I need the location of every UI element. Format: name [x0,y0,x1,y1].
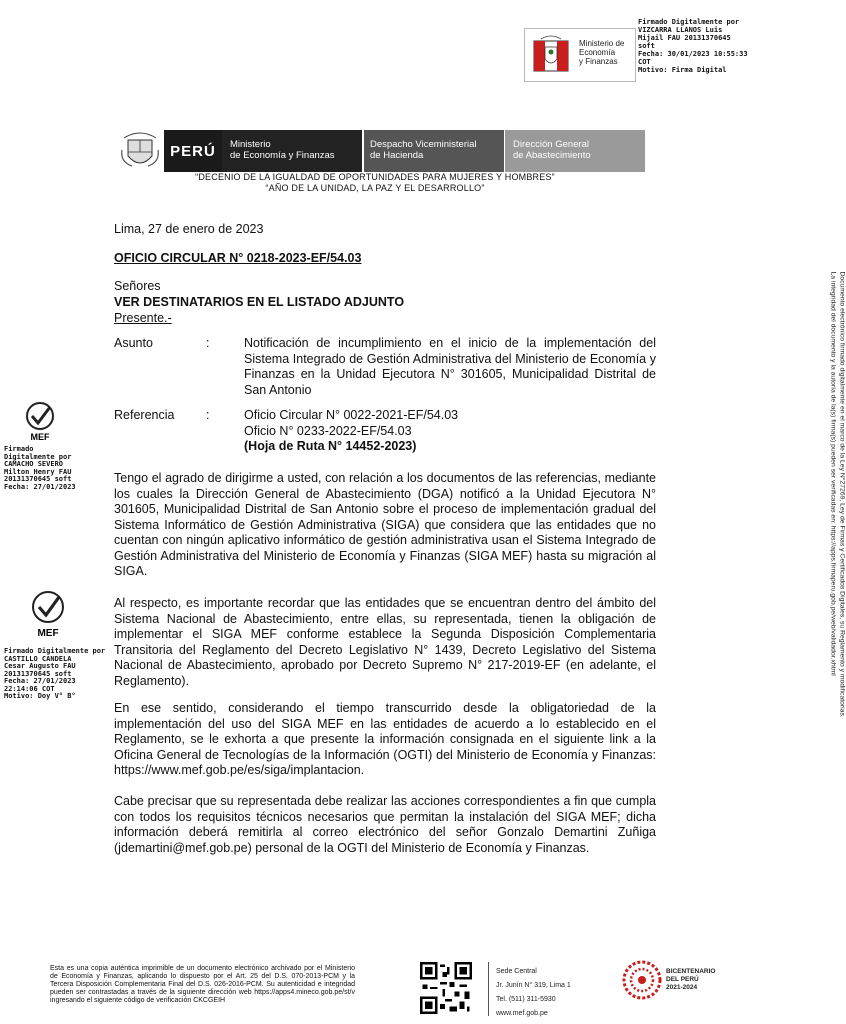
bicentenario-text: BICENTENARIO DEL PERÚ 2021-2024 [666,968,716,991]
salutation: Señores [114,279,161,293]
mef-check-icon [18,398,62,442]
oficio-number: OFICIO CIRCULAR N° 0218-2023-EF/54.03 [114,251,362,265]
footer-divider [488,962,489,1016]
mef-logo-label: MEF [30,432,50,442]
left-signature-2: Firmado Digitalmente por CASTILLO CANDELA Cesar Augusto FAU 20131370645 soft Fecha: 27/01/2023 22:14:06 COT Motivo: Doy V° B° [4,647,106,700]
ministry-brand-box: Ministerio de Economía y Finanzas [222,130,362,172]
referencia-item: Oficio N° 0233-2022-EF/54.03 [244,423,412,438]
footer-contact: Sede Central Jr. Junín N° 319, Lima 1 Tel. (511) 311-5930 www.mef.gob.pe [496,968,571,1017]
despacho-brand-box: Despacho Viceministerial de Hacienda [364,130,504,172]
paragraph-4: Cabe precisar que su representada debe realizar las acciones correspondientes a fin que cumpla con todos los requisitos técnicos necesarios que permitan la instalación del SIGA MEF; dicha información deberá remitirla al correo electrónico del señor Gonzalo Demartini Zuñiga (jdemartini@mef.gob.pe) personal de la OGTI del Ministerio de Economía y Finanzas. [114,794,656,855]
left-signature-1: Firmado Digitalmente por CAMACHO SEVERO Milton Henry FAU 20131370645 soft Fecha: 27/01/2023 [4,445,76,491]
paragraph-2: Al respecto, es importante recordar que las entidades que se encuentran dentro del ámbito del Sistema Nacional de Abastecimiento, entre ellas, su representada, tienen la obligación de implementar el SIGA MEF conforme establece la Segunda Disposición Complementaria Transitoria del Reglamento del Decreto Legislativo N° 1439, Decreto Legislativo del Sistema Nacional de Abastecimiento, aprobado por Decreto Supremo N° 217-2019-EF (en adelante, el Reglamento). [114,596,656,688]
qr-code-icon [420,962,472,1014]
ministry-seal [524,28,636,82]
presente: Presente.- [114,311,172,325]
letter-date: Lima, 27 de enero de 2023 [114,222,264,236]
referencia-list [244,408,656,455]
top-digital-signature: Firmado Digitalmente por VIZCARRA LLANOS Luis Mijail FAU 20131370645 soft Fecha: 30/01/2023 10:55:33 COT Motivo: Firma Digital [638,18,748,74]
referencia-colon: : [206,408,210,422]
bicentenario-logo-icon [620,958,664,1002]
asunto-colon: : [206,336,210,350]
national-crest-icon [118,128,162,172]
asunto-text: Notificación de incumplimiento en el inicio de la implementación del Sistema Integrado de Gestión Administrativa del Ministerio de Economía y Finanzas en la Unidad Ejecutora N° 301605, Municipalidad Distrital de San Antonio [244,336,656,397]
mef-check-icon [26,588,70,638]
referencia-label: Referencia [114,408,175,422]
dga-brand-box: Dirección General de Abastecimiento [505,130,645,172]
hoja-de-ruta: (Hoja de Ruta N° 14452-2023) [244,439,417,453]
peru-brand-box: PERÚ [164,130,222,172]
mef-logo-label: MEF [37,628,59,639]
paragraph-1: Tengo el agrado de dirigirme a usted, con relación a los documentos de las referencias, mediante los cuales la Dirección General de Abastecimiento (DGA) notificó a la Unidad Ejecutora N° 301605, Municipalidad Distrital de San Antonio sobre el proceso de implementación gradual del Sistema Informático de Gestión Administrativa (SIGA) que considera que las entidades que no cuentan con ningún aplicativo informático de gestión administrativa usan el Sistema Integrado de Gestión Administrativa del Ministerio de Economía y Finanzas (SIGA MEF) hasta su migración al SIGA. [114,471,656,578]
referencia-item: Oficio Circular N° 0022-2021-EF/54.03 [244,408,459,422]
seal-ministry-text: Ministerio de Economía y Finanzas [579,39,625,66]
decenio-banner: “DECENIO DE LA IGUALDAD DE OPORTUNIDADES PARA MUJERES Y HOMBRES” “AÑO DE LA UNIDAD, LA PAZ Y EL DESARROLLO” [195,172,555,193]
footer-authenticity-note: Esta es una copia auténtica imprimible de un documento electrónico archivado por el Ministerio de Economía y Finanzas, aplicando lo dispuesto por el Art. 25 del D.S. 070-2013-PCM y la Tercera Disposición Complementaria Final del D.S. 026-2016-PCM. Su autenticidad e integridad pueden ser contrastadas a través de la siguiente dirección web https://apps4.mineco.gob.pe/st/v ingresando el siguiente código de verificación CKCGEIH [50,965,355,1004]
asunto-label: Asunto [114,336,153,350]
recipients: VER DESTINATARIOS EN EL LISTADO ADJUNTO [114,295,405,309]
peru-crest-icon [531,33,571,75]
vertical-verification-note: Documento electrónico firmado digitalmente en el marco de la Ley N°27269, Ley de Firmas y Certificados Digitales, su Reglamento y modificatorias. La integridad del documento y la autoría de la(s) firma(s) pueden ser verificadas en: https://apps.firmaperu.gob.pe/web/validador.xhtml [830,271,846,718]
paragraph-3: En ese sentido, considerando el tiempo transcurrido desde la obligatoriedad de la implementación del uso del SIGA MEF en las entidades de acuerdo a lo establecido en el Reglamento, se le exhorta a que presente la información consignada en el siguiente link a la Oficina General de Tecnologías de la Información (OGTI) del Ministerio de Economía y Finanzas: https://www.mef.gob.pe/es/siga/implantacion. [114,701,656,777]
